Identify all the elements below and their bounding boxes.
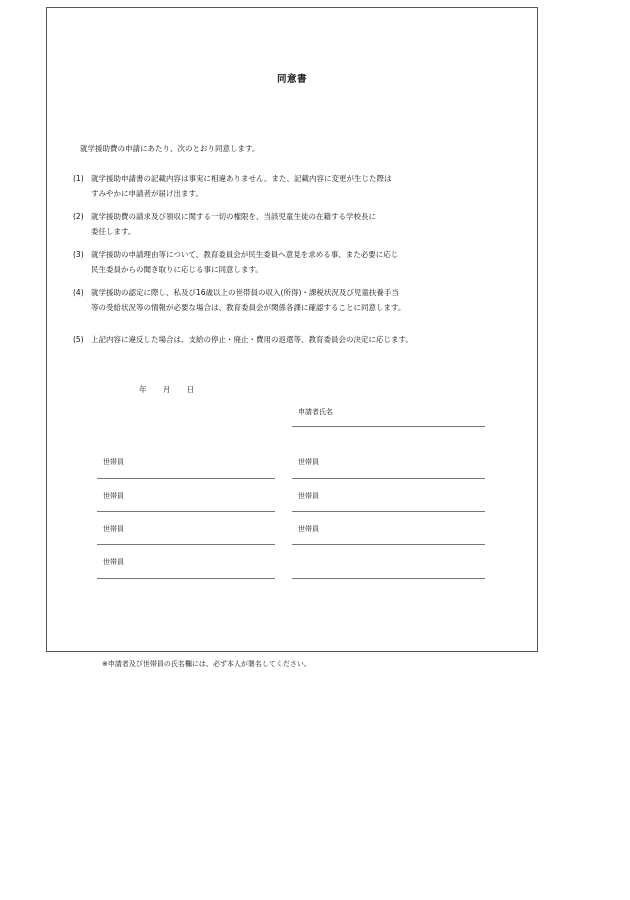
page-title: 同意書 [276,74,307,85]
consent-item-5 [73,332,413,347]
applicant-signature-line[interactable] [292,426,485,427]
date-day-label: 日 [186,385,195,394]
consent-form-frame [46,7,538,652]
member-label: 世帯員 [298,492,319,500]
item-text: 就学援助費の請求及び領収に関する一切の権限を、当該児童生徒の在籍する学校長に [91,212,376,221]
member-label: 世帯員 [298,458,319,466]
date-field[interactable] [139,384,194,395]
item-text-continued: 委任します。 [91,227,136,236]
item-number: (5) [73,335,84,344]
applicant-name-label: 申請者氏名 [298,408,333,416]
consent-item-2 [73,209,376,239]
member-signature-line[interactable] [97,511,275,512]
blank-signature-line[interactable] [292,578,485,579]
consent-item-4 [73,285,405,315]
member-label: 世帯員 [103,492,124,500]
consent-item-1 [73,171,391,201]
intro-text: 就学援助費の申請にあたり、次のとおり同意します。 [80,144,260,153]
item-number: (1) [73,174,84,183]
item-text-continued: すみやかに申請者が届け出ます。 [91,189,203,198]
item-text-continued: 民生委員からの聞き取りに応じる事に同意します。 [91,265,263,274]
item-text: 就学援助の申請理由等について、教育委員会が民生委員へ意見を求める事、また必要に応じ [91,250,399,259]
member-signature-line[interactable] [292,544,485,545]
item-text: 就学援助の認定に際し、私及び16歳以上の世帯員の収入(所得)・課税状況及び児童扶養手当 [91,288,399,297]
item-number: (4) [73,288,84,297]
member-label: 世帯員 [103,525,124,533]
member-label: 世帯員 [298,525,319,533]
item-text-continued: 等の受給状況等の情報が必要な場合は、教育委員会が関係各課に確認することに同意します。 [91,303,406,312]
item-text: 上記内容に違反した場合は、支給の停止・廃止・費用の返還等、教育委員会の決定に応じます。 [91,335,413,344]
item-text: 就学援助申請書の記載内容は事実に相違ありません。また、記載内容に変更が生じた際は [91,174,392,183]
footnote: ※申請者及び世帯員の氏名欄には、必ず本人が署名してください。 [102,660,311,668]
date-month-label: 月 [162,385,171,394]
item-number: (3) [73,250,84,259]
date-year-label: 年 [139,385,147,394]
member-signature-line[interactable] [97,578,275,579]
member-signature-line[interactable] [97,478,275,479]
member-signature-line[interactable] [292,511,485,512]
item-number: (2) [73,212,84,221]
member-label: 世帯員 [103,458,124,466]
consent-item-3 [73,247,398,277]
member-signature-line[interactable] [292,478,485,479]
member-label: 世帯員 [103,558,124,566]
member-signature-line[interactable] [97,544,275,545]
